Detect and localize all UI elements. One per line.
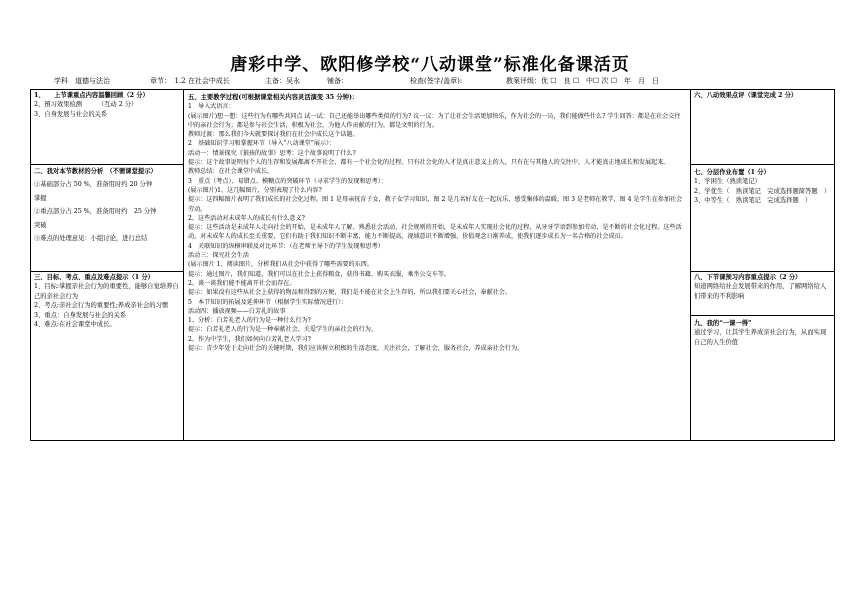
process-heading: 五、主要教学过程(可根据课堂相关内容灵活演变 35 分钟)： xyxy=(188,94,359,101)
objectives-line: 1、目标:掌握亲社会行为的重要性，能够自觉培养自己的亲社会行为 xyxy=(34,283,179,300)
evaluation-heading: 六、八动效果点评（课堂完成 2 分） xyxy=(694,92,798,99)
process-line: 3 重点（考点）、易错点、模糊点的突破环节（寻求学生的发现和思考）： xyxy=(188,177,387,185)
homework-heading: 七、分层作业布置（1 分） xyxy=(694,169,770,176)
homework-line: 1、学困生（熟读笔记） xyxy=(694,178,761,186)
review-section xyxy=(31,90,183,164)
meta-evaluation: 教案评级：优 ☐ 良 ☐ 中☐ 次 ☐ 年 月 日 xyxy=(506,77,660,85)
review-line: 3、自身发展与社会的关系 xyxy=(34,110,108,118)
objectives-line: 4、难点:在社会课堂中成长。 xyxy=(34,321,116,329)
homework-section xyxy=(691,164,834,271)
meta-chapter: 章节： 1.2 在社会中成长 xyxy=(150,77,230,85)
objectives-line: 3、重点：自身发展与社会的关系 xyxy=(34,311,127,319)
process-line: (展示图片 1、阅读图片，分析我们从社会中获得了哪些需要的东西。 xyxy=(188,261,373,269)
evaluation-section xyxy=(691,90,834,164)
process-line: 提示：通过图片，我们知道，我们可以在社会上获得粮食，获得书籍、购买衣服、乘坐公交车等。 xyxy=(188,270,451,278)
analysis-line: ①基础部分占 50 %，准备用时约 20 分钟 xyxy=(34,181,153,189)
process-line: 提示：这个故事说明每个人的生存和发展都离不开社会，都有一个社会化的过程。只有社会化的人才是真正意义上的人，只有在与其他人的交往中，人才能真正地成长和发展起来。 xyxy=(188,159,670,167)
process-line: 2、作为中学生，我们如何向白芳礼老人学习? xyxy=(188,335,311,343)
process-line: 活动三：探究社会生活 xyxy=(188,252,249,260)
analysis-line: ②重点部分占 25 %，准备用时约 25 分钟 xyxy=(34,208,157,216)
right-column xyxy=(691,90,834,440)
review-heading: 1、 上节课重点内容温馨回顾（2 分） xyxy=(34,92,149,99)
process-line: 活动一：情景探究《狼孩的故事》思考：这个故事说明了什么? xyxy=(188,149,356,157)
process-line: 提示：这四幅图片表明了我们成长的社会化过程。图 1 是母亲抚育子女，教子女学习知识，图 2 是几名好友在一起玩乐，感受集体的温暖，图 3 是老师在教学，图 4 是学生在参加社会劳动。 xyxy=(188,196,683,213)
process-line: 4 关联知识的纵横串联及对比环节：（在老师主导下的学生发现和思考） xyxy=(188,242,384,250)
process-line: 提示：这些活动是未成年人走向社会的开始，是未成年人了解、熟悉社会活动、社会规则的开始，是未成年人实现社会化的过程，从牙牙学语到参加劳动，是不断的社会化过程。这些活动，对未成年人的成长至关重要，它们有助于我们知识不断丰富，能力不断提高，视域意识不断增强，价值观念日渐养成，使我们逐步成长为一名合格的社会成员。 xyxy=(188,224,682,241)
process-line: 提示：青少年处于走向社会的关键时期，我们应该树立积极的生活态度，关注社会，了解社会，服务社会，养成亲社会行为。 xyxy=(188,345,524,353)
process-line: 教师过渡：那么我们今天就要探讨我们在社会中成长这个话题。 xyxy=(188,131,359,139)
meta-reviser: 铺备： xyxy=(327,77,348,85)
process-line: 教师总结：在社会课堂中成长。 xyxy=(188,168,274,176)
process-line: 2 基础知识学习和掌握环节（导入“八动课堂”展示）： xyxy=(188,140,336,148)
review-line: 2、預习效果检测 （互动 2 分） xyxy=(34,101,138,109)
objectives-line: 2、考点:亲社会行为的重要性;养成亲社会的习惯 xyxy=(34,302,169,310)
lesson-plan-table xyxy=(30,89,835,441)
left-column xyxy=(31,90,184,440)
meta-check: 检查(签字/盖章): xyxy=(410,77,463,85)
process-line: 2、谈一谈我们能不能离开社会而存在。 xyxy=(188,279,296,287)
objectives-heading: 三、目标、考点、重点及难点提示（1 分） xyxy=(34,274,154,281)
teaching-process-section xyxy=(184,90,690,440)
takeaway-heading: 九、我的“一课一得” xyxy=(694,320,752,327)
meta-teacher: 主备：吴永 xyxy=(265,77,300,85)
process-line: 提示：白芳礼老人的行为是一种奉献社会、关爱学生的亲社会的行为。 xyxy=(188,326,377,334)
middle-column xyxy=(184,90,691,440)
analysis-line: ③难点的处理意见：小组讨论，进行总结 xyxy=(34,235,148,243)
preview-section xyxy=(691,271,834,315)
process-line: 2、这些活动对未成年人的成长有什么意义? xyxy=(188,214,305,222)
analysis-line: 突破 xyxy=(34,221,47,229)
process-line: (展示图片)1、这几幅图片，分别表现了什么内容? xyxy=(188,186,322,194)
process-line: 1、分析：白芳礼老人的行为是一种什么行为? xyxy=(188,317,311,325)
page-title: 唐彩中学、欧阳修学校“八动课堂”标准化备课活页 xyxy=(230,55,630,75)
objectives-section xyxy=(31,271,183,440)
homework-line: 3、中等生（ 熟读笔记 完成选择题 ） xyxy=(694,197,812,205)
process-line: 5 本节知识的拓展及延伸环节（根据学生实际情况进行）： xyxy=(188,298,348,306)
homework-line: 2、学优生（ 熟读笔记 完成选择题简答题 ） xyxy=(694,187,831,195)
process-line: 1 导入式语言： xyxy=(188,103,235,111)
analysis-heading: 二、我对本节教材的分析 （不需课堂提示） xyxy=(34,168,157,175)
meta-subject: 学科 道德与法治 xyxy=(54,77,110,85)
takeaway-line: 通过学习，让其学生养成亲社会行为，从而实现自己的人生价值 xyxy=(694,329,827,346)
process-line: 提示：如果没有这些从社会上获得的物品和得到的方便，我们是不能在社会上生存的，所以我们要关心社会，奉献社会。 xyxy=(188,289,511,297)
preview-heading: 八、下节课预习内容重点提示（2 分） xyxy=(694,274,802,281)
textbook-analysis-section xyxy=(31,164,183,271)
takeaway-section xyxy=(691,315,834,440)
process-line: 活动四：播放视频——白芳礼的故事 xyxy=(188,307,286,315)
preview-line: 知道网络给社会发展带来的作用，了解网络给人们带来的不利影响 xyxy=(694,283,827,300)
analysis-line: 掌握 xyxy=(34,194,47,202)
process-line: (展示图片)想一想：这些行为有哪些共同点 试一试：自己还能举出哪些类似的行为? 议一议：为了让社会生活更加快乐，作为社会的一员，我们能做些什么? 学生回答：都是在社会交往中的亲社会行为；都是参与社会生活，积极为社会，为他人作贡献的行为，都是文明的行为。 xyxy=(188,112,681,129)
